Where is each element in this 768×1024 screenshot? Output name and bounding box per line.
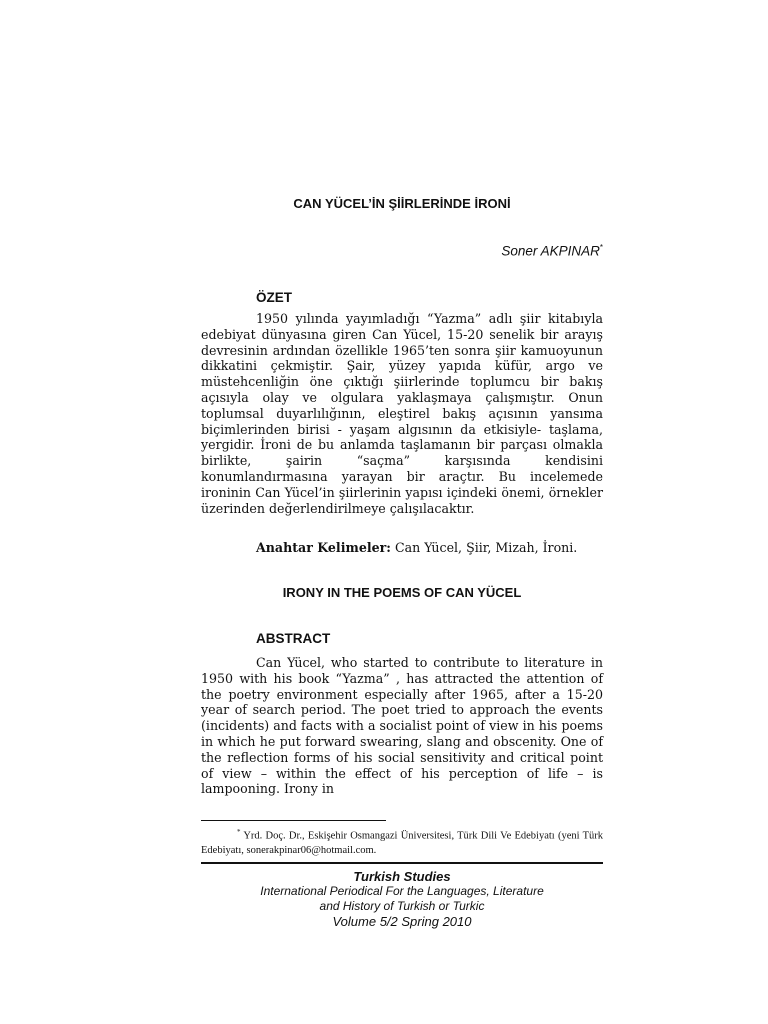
- ozet-heading: ÖZET: [256, 290, 292, 305]
- keywords-line: [256, 540, 603, 555]
- journal-subtitle-line-1: International Periodical For the Languages, Literature: [260, 884, 544, 898]
- footnote: [201, 825, 603, 858]
- article-title-turkish: CAN YÜCEL’İN ŞİİRLERİNDE İRONİ: [293, 196, 511, 211]
- keywords-text: Can Yücel, Şiir, Mizah, İroni.: [394, 540, 578, 555]
- author-line: [501, 243, 603, 259]
- ozet-body: 1950 yılında yayımladığı “Yazma” adlı şiir kitabıyla edebiyat dünyasına giren Can Yücel, 15-20 senelik bir arayış devresinin ardından özellikle 1965’ten sonra şiir kamuoyunun dikkatini çekmiştir. Şair, yüzey yapıda küfür, argo ve müstehcenliğin öne çıktığı şiirlerinde toplumcu bir bakış açısıyla olay ve olgulara yaklaşmaya çalışmıştır. Onun toplumsal duyarlılığının, eleştirel bakış açısının yansıma biçimlerinden birisi - yaşam algısının da etkisiyle- taşlama, yergidir. İroni de bu anlamda taşlamanın bir parçası olmakla birlikte, şairin “saçma” karşısında kendisini konumlandırmasına yarayan bir araçtır. Bu incelemede ironinin Can Yücel’in şiirlerinin yapısı içindeki önemi, örnekler üzerinden değerlendirilmeye çalışılacaktır.: [201, 311, 603, 516]
- author-name: Soner AKPINAR: [501, 243, 600, 259]
- abstract-body: Can Yücel, who started to contribute to literature in 1950 with his book “Yazma” , has attracted the attention of the poetry environment especially after 1965, after a 15-20 year of search period. The poet tried to approach the events (incidents) and facts with a socialist point of view in his poems in which he put forward swearing, slang and obscenity. One of the reflection forms of his social sensitivity and critical point of view – within the effect of his perception of life – is lampooning. Irony in: [201, 655, 603, 797]
- journal-name: Turkish Studies: [353, 869, 451, 884]
- footnote-mark: *: [237, 828, 241, 836]
- paper-page: [201, 0, 603, 1024]
- keywords-label: Anahtar Kelimeler:: [256, 540, 391, 555]
- footnote-text: Yrd. Doç. Dr., Eskişehir Osmangazi Üniversitesi, Türk Dili Ve Edebiyatı (yeni Türk Edebiyatı, sonerakpinar06@hotmail.com.: [201, 830, 603, 856]
- footer-divider: [201, 862, 603, 864]
- footnote-divider: [201, 820, 386, 821]
- abstract-heading: ABSTRACT: [256, 631, 331, 646]
- journal-volume: Volume 5/2 Spring 2010: [332, 914, 472, 929]
- journal-subtitle-line-2: and History of Turkish or Turkic: [319, 899, 485, 913]
- author-footnote-mark: *: [599, 243, 603, 252]
- article-title-english: IRONY IN THE POEMS OF CAN YÜCEL: [282, 585, 522, 600]
